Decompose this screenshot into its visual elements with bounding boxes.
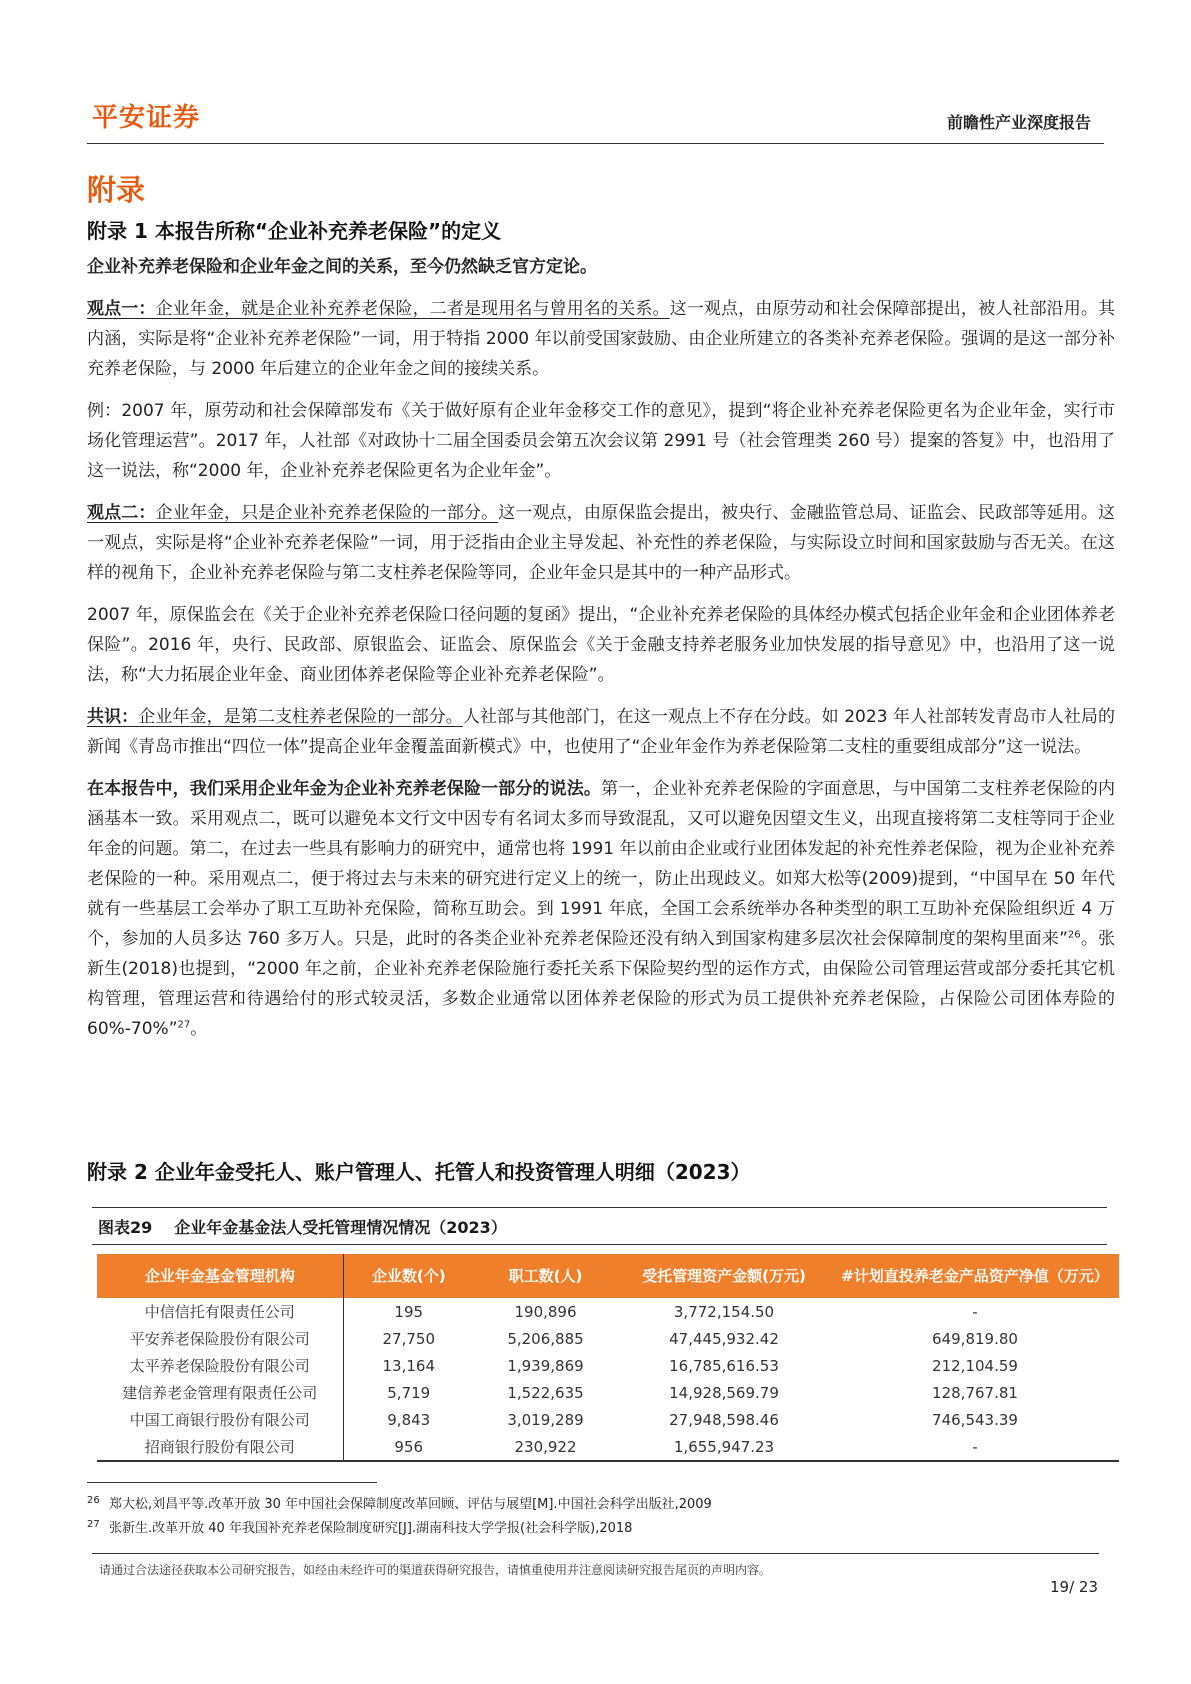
- footer-divider: [92, 1553, 1099, 1554]
- cell-enterprises: 956: [343, 1433, 474, 1461]
- cell-institution: 平安养老保险股份有限公司: [97, 1325, 343, 1352]
- table-row: [97, 1325, 1119, 1352]
- conclusion-paragraph: [87, 774, 1115, 1044]
- table-row: [97, 1298, 1119, 1325]
- table-row: [97, 1406, 1119, 1433]
- footnote-number: 27: [87, 1519, 100, 1530]
- header-divider: [87, 143, 1104, 144]
- view2-paragraph: [87, 498, 1115, 588]
- cell-employees: 190,896: [514, 1302, 577, 1321]
- cell-direct-investment: 746,543.39: [932, 1410, 1018, 1429]
- cell-institution: 建信养老金管理有限责任公司: [97, 1379, 343, 1406]
- cell-institution: 招商银行股份有限公司: [97, 1433, 343, 1461]
- footnote-ref-27[interactable]: 27: [177, 1019, 191, 1031]
- page-number: 19/ 23: [1050, 1578, 1098, 1596]
- appendix-heading: 附录: [87, 173, 146, 207]
- cell-institution: 太平养老保险股份有限公司: [97, 1352, 343, 1379]
- view2-statement: 企业年金，只是企业补充养老保险的一部分。: [155, 503, 499, 523]
- footer-disclaimer: 请通过合法途径获取本公司研究报告，如经由未经许可的渠道获得研究报告，请慎重使用并注意阅读研究报告尾页的声明内容。: [99, 1563, 772, 1577]
- example2-paragraph: 2007 年，原保监会在《关于企业补充养老保险口径问题的复函》提出，“企业补充养老保险的具体经办模式包括企业年金和企业团体养老保险”。2016 年，央行、民政部、原银监会、证监会、原保监会《关于金融支持养老服务业加快发展的指导意见》中，也沿用了这一说法，称“大力拓展企业年金、商业团体养老保险等企业补充养老保险”。: [87, 605, 1115, 685]
- view2-detail: 这一观点，由原保监会提出，被央行、金融监管总局、证监会、民政部等延用。这一观点，实际是将“企业补充养老保险”一词，用于泛指由企业主导发起、补充性的养老保险，与实际设立时间和国家鼓励与否无关。在这样的视角下，企业补充养老保险与第二支柱养老保险等同，企业年金只是其中的一种产品形式。: [87, 503, 1116, 583]
- cell-assets: 3,772,154.50: [673, 1302, 775, 1321]
- col-header-direct-investment: #计划直投养老金产品资产净值（万元）: [831, 1254, 1119, 1298]
- view1-paragraph: [87, 294, 1115, 384]
- col-header-enterprises: 企业数(个): [343, 1254, 474, 1298]
- cell-direct-investment: -: [831, 1433, 1119, 1461]
- cell-enterprises: 5,719: [387, 1383, 431, 1402]
- footnote-ref-26[interactable]: 26: [1067, 929, 1081, 941]
- figure-title-bar: [92, 1207, 1107, 1245]
- intro-paragraph: 企业补充养老保险和企业年金之间的关系，至今仍然缺乏官方定论。: [87, 257, 597, 277]
- table-row: [97, 1352, 1119, 1379]
- footnote-26: [87, 1493, 712, 1517]
- cell-enterprises: 13,164: [382, 1356, 435, 1375]
- cell-enterprises: 9,843: [387, 1410, 431, 1429]
- cell-institution: 中信信托有限责任公司: [97, 1298, 343, 1325]
- footnotes: [87, 1493, 712, 1541]
- conclusion-text-2: 。张新生(2018)也提到，“2000 年之前，企业补充养老保险施行委托关系下保险契约型的运作方式，由保险公司管理运营或部分委托其它机构管理，管理运营和待遇给付的形式较灵活，多数企业通常以团体养老保险的形式为员工提供补充养老保险，占保险公司团体寿险的 60%-70%”: [87, 929, 1116, 1039]
- example1-paragraph: 例：2007 年，原劳动和社会保障部发布《关于做好原有企业年金移交工作的意见》，提到“将企业补充养老保险更名为企业年金，实行市场化管理运营”。2017 年，人社部《对政协十二届全国委员会第五次会议第 2991 号（社会管理类 260 号）提案的答复》中，也沿用了这一说法，称“2000 年，企业补充养老保险更名为企业年金”。: [87, 401, 1115, 481]
- footnote-divider: [87, 1482, 377, 1483]
- view2-label: 观点二：: [87, 503, 156, 523]
- col-header-employees: 职工数(人): [474, 1254, 617, 1298]
- table-header-row: [97, 1254, 1119, 1298]
- trustee-table: [97, 1254, 1119, 1462]
- consensus-statement: 企业年金，是第二支柱养老保险的一部分。: [138, 707, 463, 727]
- footnote-text: 张新生.改革开放 40 年我国补充养老保险制度研究[J].湖南科技大学学报(社会科学版),2018: [109, 1521, 633, 1536]
- consensus-paragraph: [87, 702, 1115, 762]
- conclusion-lead: 在本报告中，我们采用企业年金为企业补充养老保险一部分的说法。: [87, 779, 602, 799]
- footnote-number: 26: [87, 1495, 100, 1506]
- view1-label: 观点一：: [87, 299, 156, 319]
- appendix1-body: [87, 252, 1115, 1056]
- cell-assets: 47,445,932.42: [669, 1329, 779, 1348]
- col-header-institution: 企业年金基金管理机构: [97, 1254, 343, 1298]
- cell-direct-investment: 649,819.80: [932, 1329, 1018, 1348]
- view1-statement: 企业年金，就是企业补充养老保险，二者是现用名与曾用名的关系。: [155, 299, 670, 319]
- cell-direct-investment: 212,104.59: [932, 1356, 1018, 1375]
- cell-employees: 3,019,289: [507, 1410, 584, 1429]
- report-type: 前瞻性产业深度报告: [946, 113, 1091, 132]
- table-row: [97, 1379, 1119, 1406]
- figure-label: 图表29: [98, 1217, 153, 1237]
- cell-direct-investment: 128,767.81: [932, 1383, 1018, 1402]
- appendix1-title: 附录 1 本报告所称“企业补充养老保险”的定义: [87, 219, 502, 243]
- consensus-detail: 人社部与其他部门，在这一观点上不存在分歧。如 2023 年人社部转发青岛市人社局的新闻《青岛市推出“四位一体”提高企业年金覆盖面新模式》中，也使用了“企业年金作为养老保险第二支柱的重要组成部分”这一说法。: [87, 707, 1116, 757]
- table-row: [97, 1433, 1119, 1461]
- consensus-label: 共识：: [87, 707, 139, 727]
- footnote-text: 郑大松,刘昌平等.改革开放 30 年中国社会保障制度改革回顾、评估与展望[M].中国社会科学出版社,2009: [109, 1497, 712, 1512]
- cell-institution: 中国工商银行股份有限公司: [97, 1406, 343, 1433]
- col-header-assets: 受托管理资产金额(万元): [617, 1254, 831, 1298]
- cell-assets: 27,948,598.46: [669, 1410, 779, 1429]
- brand-logo: 平安证券: [92, 103, 201, 133]
- conclusion-end: 。: [190, 1019, 208, 1039]
- cell-enterprises: 195: [394, 1302, 424, 1321]
- cell-employees: 230,922: [474, 1433, 617, 1461]
- cell-assets: 1,655,947.23: [617, 1433, 831, 1461]
- cell-direct-investment: -: [972, 1302, 978, 1321]
- cell-assets: 16,785,616.53: [669, 1356, 779, 1375]
- figure-title: 企业年金基金法人受托管理情况情况（2023）: [174, 1217, 507, 1237]
- cell-employees: 5,206,885: [507, 1329, 584, 1348]
- cell-assets: 14,928,569.79: [669, 1383, 779, 1402]
- cell-employees: 1,939,869: [507, 1356, 584, 1375]
- cell-employees: 1,522,635: [507, 1383, 584, 1402]
- cell-enterprises: 27,750: [382, 1329, 435, 1348]
- view1-detail: 这一观点，由原劳动和社会保障部提出，被人社部沿用。其内涵，实际是将“企业补充养老保险”一词，用于特指 2000 年以前受国家鼓励、由企业所建立的各类补充养老保险。强调的是这一部分补充养老保险，与 2000 年后建立的企业年金之间的接续关系。: [87, 299, 1116, 379]
- appendix2-title: 附录 2 企业年金受托人、账户管理人、托管人和投资管理人明细（2023）: [87, 1160, 751, 1184]
- conclusion-text-1: 第一，企业补充养老保险的字面意思，与中国第二支柱养老保险的内涵基本一致。采用观点二，既可以避免本文行文中因专有名词太多而导致混乱，又可以避免因望文生义，出现直接将第二支柱等同于企业年金的问题。第二，在过去一些具有影响力的研究中，通常也将 1991 年以前由企业或行业团体发起的补充性养老保险，视为企业补充养老保险的一种。采用观点二，便于将过去与未来的研究进行定义上的统一，防止出现歧义。如郑大松等(2009)提到，“中国早在 50 年代就有一些基层工会举办了职工互助补充保险，简称互助会。到 1991 年底，全国工会系统举办各种类型的职工互助补充保险组织近 4 万个，参加的人员多达 760 多万人。只是，此时的各类企业补充养老保险还没有纳入到国家构建多层次社会保障制度的架构里面来”: [87, 779, 1116, 949]
- footnote-27: [87, 1517, 712, 1541]
